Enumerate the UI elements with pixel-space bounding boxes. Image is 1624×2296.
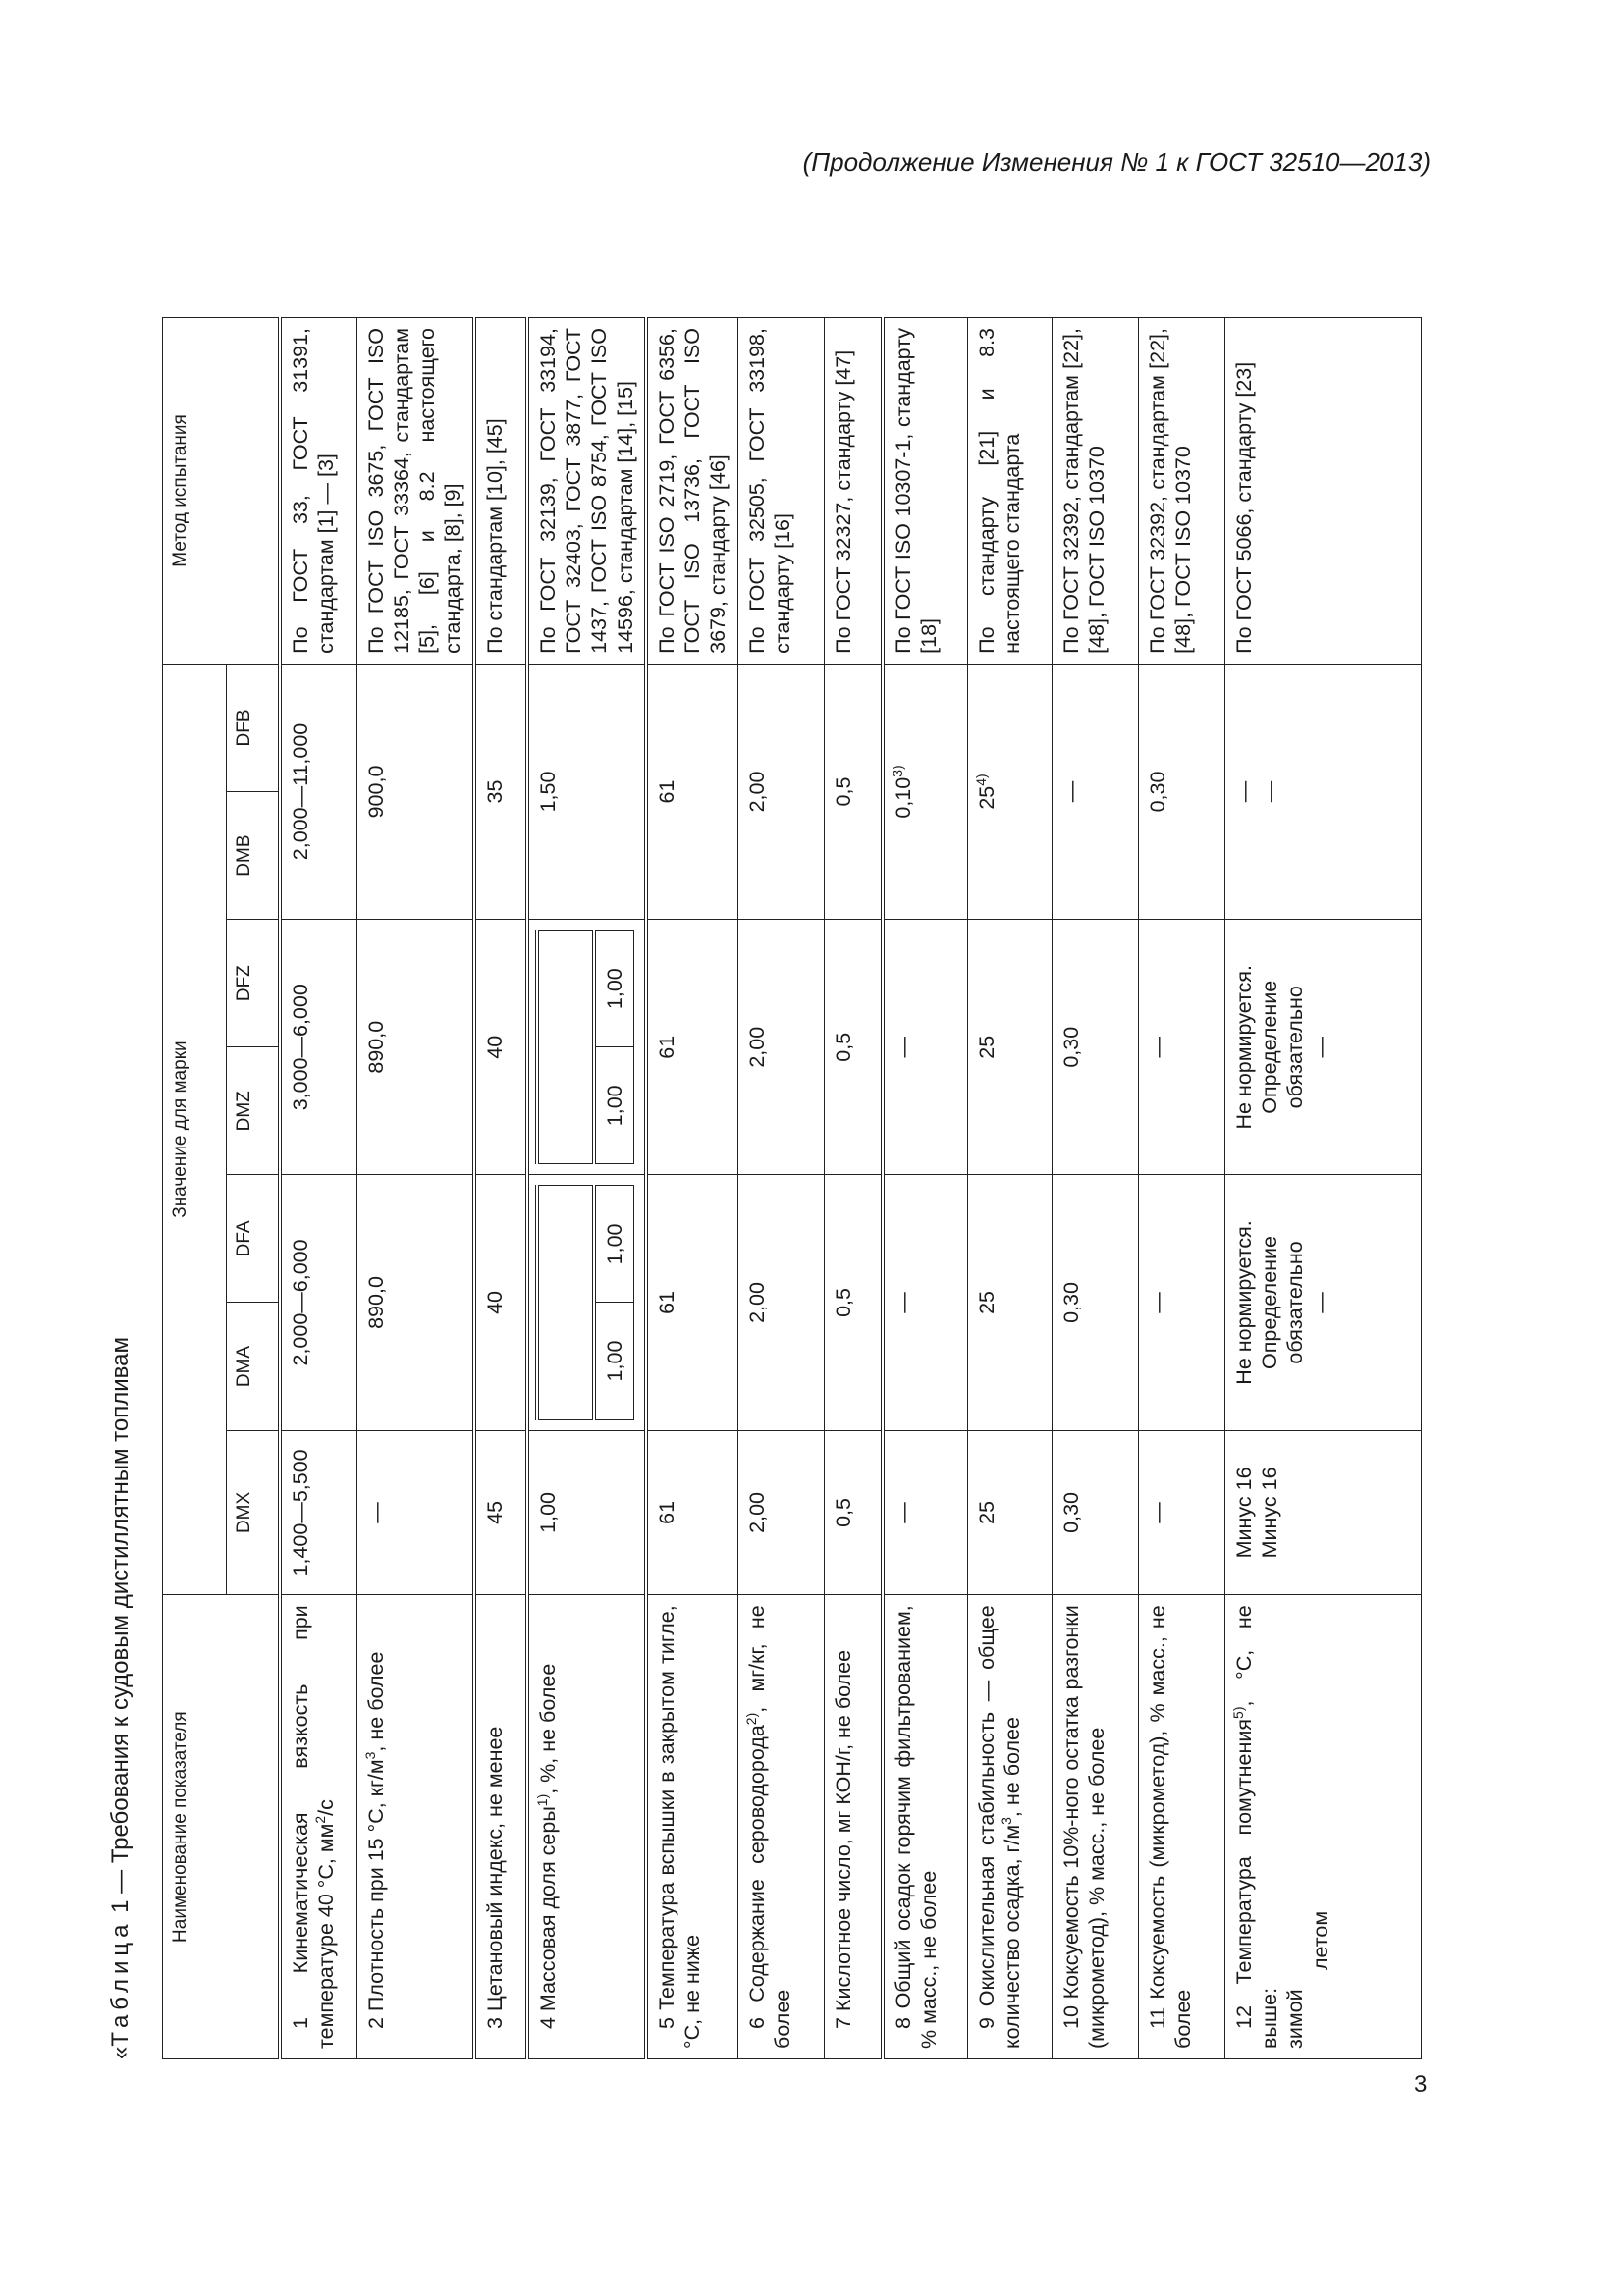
value-dmz-dfz-winter: Не нормируется. Определение обязательно (1231, 965, 1307, 1130)
value-dmb-dfb: 25$^{4)}$ (967, 664, 1052, 919)
value-dmb-dfb: 0,10$^{3)}$ (883, 664, 967, 919)
table-row (646, 318, 737, 2059)
header-grade-dma: DMA (227, 1303, 281, 1430)
value-dma-dfa: 61 (646, 1175, 737, 1430)
indicator-name: 12 Температура помутнения$^{5)}$, °С, не выше: зимой летом (1224, 1595, 1421, 2059)
value-dfa: 1,00 (594, 1186, 634, 1303)
value-dma-dfa (537, 1186, 594, 1419)
page-number: 3 (1414, 2071, 1428, 2098)
value-dmx: 25 (967, 1430, 1052, 1595)
indicator-name: 3 Цетановый индекс, не менее (474, 1595, 527, 2059)
header-grade-dfb: DFB (227, 664, 281, 791)
value-dma-dfa: — (1138, 1175, 1224, 1430)
value-dmb-dfb: 900,0 (356, 664, 474, 919)
value-dmz-dfz: 890,0 (356, 920, 474, 1175)
indicator-name: 5 Температура вспышки в закрытом тигле, °С, не ниже (646, 1595, 737, 2059)
caption-prefix: « (107, 2046, 134, 2059)
value-dmz-dfz-split (527, 920, 646, 1175)
table-caption (106, 1337, 135, 2059)
value-dmx: — (883, 1430, 967, 1595)
test-method: По ГОСТ 32392, стандартам [22], [48], ГОСТ ISO 10370 (1138, 318, 1224, 665)
value-dma-dfa: — (883, 1175, 967, 1430)
value-dmz-dfz: 3,000—6,000 (280, 920, 356, 1175)
indicator-name: 8 Общий осадок горячим фильтрованием, % масс., не более (883, 1595, 967, 2059)
value-dmb-dfb: 35 (474, 664, 527, 919)
value-dma-dfa (1224, 1175, 1421, 1430)
test-method: По ГОСТ 32327, стандарту [47] (824, 318, 883, 665)
test-method: По ГОСТ 32505, ГОСТ 33198, стандарту [16] (737, 318, 824, 665)
header-grade-dmz: DMZ (227, 1047, 281, 1175)
value-dmz-dfz: 40 (474, 920, 527, 1175)
table-row (967, 318, 1052, 2059)
caption-table-word: Таблица (107, 1919, 134, 2047)
value-dma-dfa: 25 (967, 1175, 1052, 1430)
value-dmb-dfb: 2,00 (737, 664, 824, 919)
value-dmz-dfz: 0,30 (1052, 920, 1138, 1175)
value-dmx: 45 (474, 1430, 527, 1595)
test-method: По стандартам [10], [45] (474, 318, 527, 665)
header-indicator: Наименование показателя (163, 1595, 281, 2059)
caption-title: 1 — Требования к судовым дистиллятным топливам (107, 1337, 134, 1920)
value-dmz-dfz: — (1138, 920, 1224, 1175)
indicator-name: 2 Плотность при 15 °С, $кг/м^3$, не более (356, 1595, 474, 2059)
value-dmb-dfb: 1,50 (527, 664, 646, 919)
value-dmx: 0,5 (824, 1430, 883, 1595)
value-dmx: — (1138, 1430, 1224, 1595)
rotated-table-area (106, 317, 1373, 2059)
table-row (883, 318, 967, 2059)
value-dmx (1224, 1430, 1421, 1595)
header-method: Метод испытания (163, 318, 281, 665)
indicator-name: 7 Кислотное число, мг КОН/г, не более (824, 1595, 883, 2059)
table-row (1052, 318, 1138, 2059)
value-dmx: 2,00 (737, 1430, 824, 1595)
value-dma: 1,00 (594, 1303, 634, 1419)
value-dfz: 1,00 (594, 931, 634, 1047)
value-dmz-dfz (1224, 920, 1421, 1175)
header-grade-dfz: DFZ (227, 920, 281, 1047)
value-dmx-summer: Минус 16 (1257, 1467, 1281, 1559)
indicator-name: 11 Коксуемость (микрометод), % масс., не более (1138, 1595, 1224, 2059)
requirements-table (162, 317, 1422, 2059)
test-method: По ГОСТ ISO 10307-1, стандарту [18] (883, 318, 967, 665)
value-dmz-dfz (537, 931, 594, 1164)
table-row (824, 318, 883, 2059)
value-dma-dfa: 890,0 (356, 1175, 474, 1430)
value-dmx: 0,30 (1052, 1430, 1138, 1595)
value-dmb-dfb: 0,30 (1138, 664, 1224, 919)
table-row (1224, 318, 1421, 2059)
value-dma-dfa-split (527, 1175, 646, 1430)
value-dmz-dfz: 25 (967, 920, 1052, 1175)
indicator-name: 10 Коксуемость 10%-ного остатка разгонки (микрометод), % масс., не более (1052, 1595, 1138, 2059)
table-row (280, 318, 356, 2059)
value-dmb-dfb-winter: — (1231, 780, 1256, 803)
value-dmz-dfz-summer: — (1309, 1036, 1333, 1058)
table-row (1138, 318, 1224, 2059)
value-dmz-dfz: 2,00 (737, 920, 824, 1175)
value-dma-dfa: 0,30 (1052, 1175, 1138, 1430)
header-value-group: Значение для марки (163, 664, 227, 1594)
value-dmz-dfz: — (883, 920, 967, 1175)
value-dmx: 1,00 (527, 1430, 646, 1595)
indicator-name: 4 Массовая доля серы$^{1)}$, %, не более (527, 1595, 646, 2059)
table-row (527, 318, 646, 2059)
value-dmx-winter: Минус 16 (1231, 1467, 1256, 1559)
value-dmb-dfb-summer: — (1257, 780, 1281, 803)
value-dma-dfa-summer: — (1309, 1292, 1333, 1313)
table-row (356, 318, 474, 2059)
value-dmb-dfb: — (1052, 664, 1138, 919)
indicator-name: 1 Кинематическая вязкость при температуре 40 °С, $мм^2/с$ (280, 1595, 356, 2059)
value-dmx: 61 (646, 1430, 737, 1595)
test-method: По ГОСТ 5066, стандарту [23] (1224, 318, 1421, 665)
value-dma-dfa: 40 (474, 1175, 527, 1430)
value-dmx: 1,400—5,500 (280, 1430, 356, 1595)
value-dma-dfa-winter: Не нормируется. Определение обязательно (1231, 1220, 1307, 1385)
season-summer: летом (1309, 1910, 1333, 1970)
test-method: По ГОСТ ISO 2719, ГОСТ 6356, ГОСТ ISO 13736, ГОСТ ISO 3679, стандарту [46] (646, 318, 737, 665)
season-winter: зимой (1282, 1989, 1307, 2049)
value-dma-dfa: 0,5 (824, 1175, 883, 1430)
test-method: По ГОСТ 32392, стандартам [22], [48], ГОСТ ISO 10370 (1052, 318, 1138, 665)
test-method: По ГОСТ 33, ГОСТ 31391, стандартам [1] — [3] (280, 318, 356, 665)
value-dmb-dfb: 0,5 (824, 664, 883, 919)
table-row (737, 318, 824, 2059)
value-dmx: — (356, 1430, 474, 1595)
table-row (474, 318, 527, 2059)
value-dma-dfa: 2,00 (737, 1175, 824, 1430)
value-dmb-dfb: 61 (646, 664, 737, 919)
header-grade-dmb: DMB (227, 792, 281, 920)
value-dmb-dfb: 2,000—11,000 (280, 664, 356, 919)
test-method: По стандарту [21] и 8.3 настоящего стандарта (967, 318, 1052, 665)
value-dmz-dfz: 61 (646, 920, 737, 1175)
test-method: По ГОСТ 32139, ГОСТ 33194, ГОСТ 32403, ГОСТ 3877, ГОСТ 1437, ГОСТ ISO 8754, ГОСТ ISO 14596, стандартам [14], [15] (527, 318, 646, 665)
indicator-name: 9 Окислительная стабильность — общее количество осадка, $г/м^3$, не более (967, 1595, 1052, 2059)
header-grade-dfa: DFA (227, 1175, 281, 1303)
header-grade-dmx: DMX (227, 1430, 281, 1595)
value-dmz: 1,00 (594, 1047, 634, 1164)
value-dmz-dfz: 0,5 (824, 920, 883, 1175)
value-dma-dfa: 2,000—6,000 (280, 1175, 356, 1430)
indicator-name: 6 Содержание сероводорода$^{2)}$, мг/кг, не более (737, 1595, 824, 2059)
test-method: По ГОСТ ISO 3675, ГОСТ ISO 12185, ГОСТ 33364, стандартам [5], [6] и 8.2 настоящего стандарта, [8], [9] (356, 318, 474, 665)
value-dmb-dfb (1224, 664, 1421, 919)
page-header: (Продолжение Изменения № 1 к ГОСТ 32510—2013) (802, 147, 1431, 177)
